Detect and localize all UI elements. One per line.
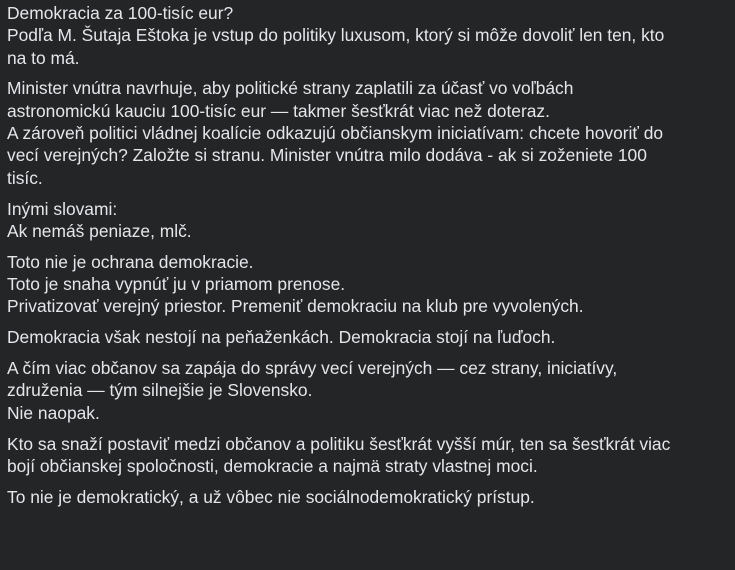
post-line: Nie naopak. xyxy=(7,402,100,423)
post-line: Demokracia však nestojí na peňaženkách. Demokracia stojí na ľuďoch. xyxy=(7,327,556,348)
post-line: Toto je snaha vypnúť ju v priamom prenose. xyxy=(7,274,346,295)
post-line: združenia — tým silnejšie je Slovensko. xyxy=(7,380,313,401)
paragraph-3 xyxy=(7,198,721,243)
post-line: Ak nemáš peniaze, mlč. xyxy=(7,220,192,241)
post-line: na to má. xyxy=(7,47,80,68)
paragraph-5 xyxy=(7,326,721,348)
paragraph-2 xyxy=(7,77,721,188)
post-line: Minister vnútra navrhuje, aby politické strany zaplatili za účasť vo voľbách xyxy=(7,78,574,99)
post-line: A zároveň politici vládnej koalície odkazujú občianskym iniciatívam: chcete hovoriť do xyxy=(7,123,664,144)
post-line: A čím viac občanov sa zapája do správy vecí verejných — cez strany, iniciatívy, xyxy=(7,358,618,379)
post-line: Toto nie je ochrana demokracie. xyxy=(7,251,254,272)
paragraph-6 xyxy=(7,357,721,424)
post-line: Inými slovami: xyxy=(7,198,118,219)
paragraph-7 xyxy=(7,433,721,478)
post-line: bojí občianskej spoločnosti, demokracie a najmä straty vlastnej moci. xyxy=(7,455,538,476)
post-line: Privatizovať verejný priestor. Premeniť demokraciu na klub pre vyvolených. xyxy=(7,296,584,317)
post-line: Demokracia za 100-tisíc eur? xyxy=(7,3,234,23)
post-line: Kto sa snaží postaviť medzi občanov a politiku šesťkrát vyšší múr, ten sa šesťkrát viac xyxy=(7,433,671,454)
post-line: astronomickú kauciu 100-tisíc eur — takmer šesťkrát viac než doteraz. xyxy=(7,100,550,121)
post-line: To nie je demokratický, a už vôbec nie sociálnodemokratický prístup. xyxy=(7,486,535,507)
post-line: tisíc. xyxy=(7,167,43,188)
paragraph-1 xyxy=(7,2,721,69)
paragraph-8 xyxy=(7,486,721,508)
paragraph-4 xyxy=(7,251,721,318)
post-line: vecí verejných? Založte si stranu. Minister vnútra milo dodáva - ak si zoženiete 100 xyxy=(7,145,647,166)
post-line: Podľa M. Šutaja Eštoka je vstup do politiky luxusom, ktorý si môže dovoliť len ten, kto xyxy=(7,25,665,46)
